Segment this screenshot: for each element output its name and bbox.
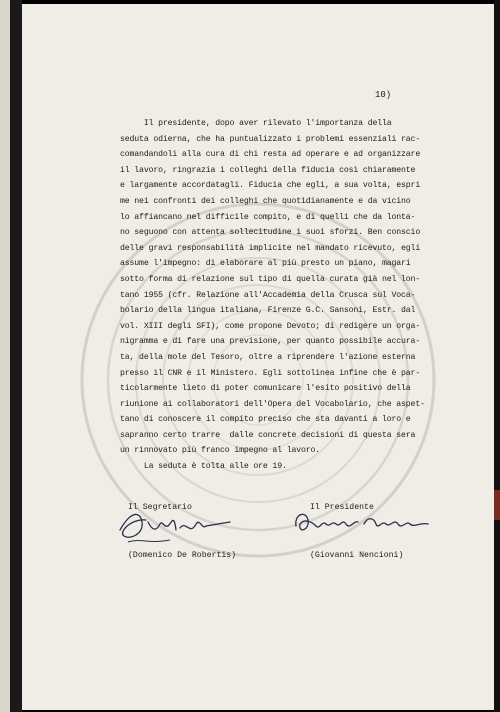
text-line: ticolarmente lieto di poter comunicare l'esito positivo della [120,384,411,394]
text-line: lo affiancano nel difficile compito, e di quelli che da lonta- [120,212,416,222]
text-line: vol. XIII degli SFI), come propone Devoto; di redigere un orga- [120,321,421,331]
text-line: assume l'impegno: di elaborare al più presto un piano, magari [120,259,411,269]
text-line: comandandoli alla cura di chi resta ad operare e ad organizzare [120,150,421,160]
text-line: e largamente accordatagli. Fiducia che egli, a sua volta, espri [120,181,421,191]
page-marker-tab [494,490,500,520]
text-line: tano 1955 (cfr. Relazione all'Accademia della Crusca sul Voca- [120,290,416,300]
text-line: tano di conoscere il compito preciso che sta davanti a loro e [120,415,411,425]
page-number: 10) [375,90,392,100]
secretary-signature [110,500,240,550]
text-line: sapranno certo trarre dalle concrete decisioni di questa sera [120,430,416,440]
text-line: bolario della lingua italiana, Firenze G.C. Sansoni, Estr. dal [120,306,416,316]
text-line: presso il CNR e il Ministero. Egli sottolinea infine che è par- [120,368,421,378]
body-text [120,116,425,475]
secretary-name: (Domenico De Robertis) [128,551,237,560]
text-line: riunione ai collaboratori dell'Opera del Vocabolario, che aspet- [120,399,425,409]
right-edge [494,0,500,712]
binding-gutter [10,0,22,712]
text-line: no seguono con attenta sollecitudine i suoi sforzi. Ben conscio [120,228,421,238]
president-signature [288,500,438,545]
text-line: delle gravi responsabilità implicite nel mandato ricevuto, egli [120,243,421,253]
text-line: ta, della mole del Tesoro, oltre a riprendere l'azione esterna [120,352,416,362]
closing-line: La seduta è tolta alle ore 19. [120,462,287,472]
text-line: un rinnovato più franco impegno al lavoro. [120,446,321,456]
text-line: il lavoro, ringrazia i colleghi della fiducia così chiaramente [120,165,416,175]
previous-page-edge [0,0,10,712]
text-line: sotto forma di relazione sul tipo di quella curata già nel lon- [120,274,421,284]
text-line: nigramma e di fare una previsione, per quanto possibile accura- [120,337,421,347]
text-line: me nei confronti dei colleghi che quotidianamente e da vicino [120,196,411,206]
president-name: (Giovanni Nencioni) [310,551,404,560]
secretary-title: Il Segretario [128,503,192,512]
president-title: Il Presidente [310,503,374,512]
text-line: seduta odierna, che ha puntualizzato i problemi essenziali rac- [120,134,421,144]
text-line: Il presidente, dopo aver rilevato l'importanza della [120,119,392,128]
